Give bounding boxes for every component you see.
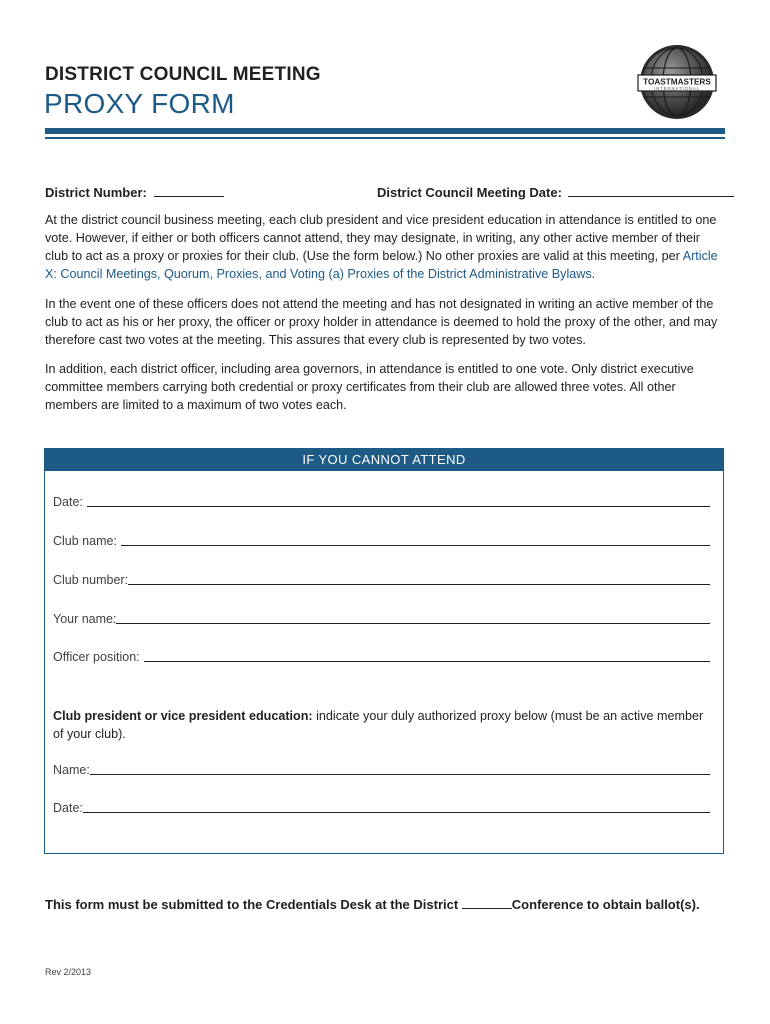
date-label: Date: [53,495,83,509]
club-number-line[interactable] [128,584,710,585]
officer-position-label: Officer position: [53,650,140,664]
club-number-field[interactable] [53,571,710,587]
proxy-date-line[interactable] [83,812,710,813]
revision-label: Rev 2/2013 [45,967,92,977]
header-rule-thin [45,137,725,139]
date-line[interactable] [87,506,710,507]
date-field[interactable] [53,493,710,509]
your-name-label: Your name: [53,612,117,626]
your-name-line[interactable] [116,623,710,624]
logo-sub-text: INTERNATIONAL [654,85,700,91]
absence-paragraph: In the event one of these officers does not attend the meeting and has not designated in writing an active member of the club to act as his or her proxy, the officer or proxy holder in attendance is deemed to hold the proxy of the other, and may therefore cast two votes at the meeting. This assures that every club is represented by two votes. [45,297,718,347]
toastmasters-logo [637,42,717,122]
club-number-label: Club number: [53,573,129,587]
cannot-attend-heading: IF YOU CANNOT ATTEND [45,449,723,471]
submission-note-part1: This form must be submitted to the Credentials Desk at the District [45,897,462,912]
proxy-date-field[interactable] [53,799,710,815]
meeting-date-label: District Council Meeting Date: [377,185,562,200]
officer-position-field[interactable] [53,648,710,664]
officer-votes-paragraph: In addition, each district officer, including area governors, in attendance is entitled to one vote. Only district executive committee members carrying both credential or proxy certificates from their club are allowed three votes. All other members are limited to a maximum of two votes each. [45,362,694,412]
meeting-date-line[interactable] [568,184,734,197]
cannot-attend-box [44,448,724,854]
intro-paragraph [45,211,725,283]
club-name-field[interactable] [53,532,710,548]
proxy-name-line[interactable] [90,774,710,775]
proxy-date-label: Date: [53,801,83,815]
proxy-instructions [53,707,713,743]
bylaws-article-link[interactable]: Article X: Council Meetings, Quorum, Proxies, and Voting (a) Proxies of the District Administrative Bylaws [45,249,718,281]
district-number-line[interactable] [154,184,224,197]
intro-text: At the district council business meeting, each club president and vice president education in attendance is entitled to one vote. However, if either or both officers cannot attend, they may designate, in writing, any other active member of their club to act as a proxy or proxies for their club. (Use the form below.) No other proxies are valid at this meeting, per [45,213,717,263]
district-number-label: District Number: [45,185,147,200]
globe-emblem-icon [637,42,717,122]
officer-position-line[interactable] [144,661,710,662]
your-name-field[interactable] [53,610,710,626]
club-name-line[interactable] [121,545,710,546]
meeting-date-field[interactable] [377,184,734,202]
proxy-name-field[interactable] [53,761,710,777]
proxy-instructions-text: indicate your duly authorized proxy below (must be an active member of your club). [53,709,704,741]
form-title-line1: DISTRICT COUNCIL MEETING [45,64,321,85]
header-rule-thick [45,128,725,134]
club-name-label: Club name: [53,534,117,548]
submission-note-part2: Conference to obtain ballot(s). [511,897,700,912]
district-conference-blank[interactable] [462,896,512,909]
submission-note [45,896,700,912]
proxy-name-label: Name: [53,763,90,777]
proxy-instructions-lead: Club president or vice president education: [53,709,313,723]
district-number-field[interactable] [45,184,224,202]
form-title-line2: PROXY FORM [44,88,235,119]
logo-banner-text: TOASTMASTERS [643,77,711,87]
intro-end: . [591,267,596,281]
